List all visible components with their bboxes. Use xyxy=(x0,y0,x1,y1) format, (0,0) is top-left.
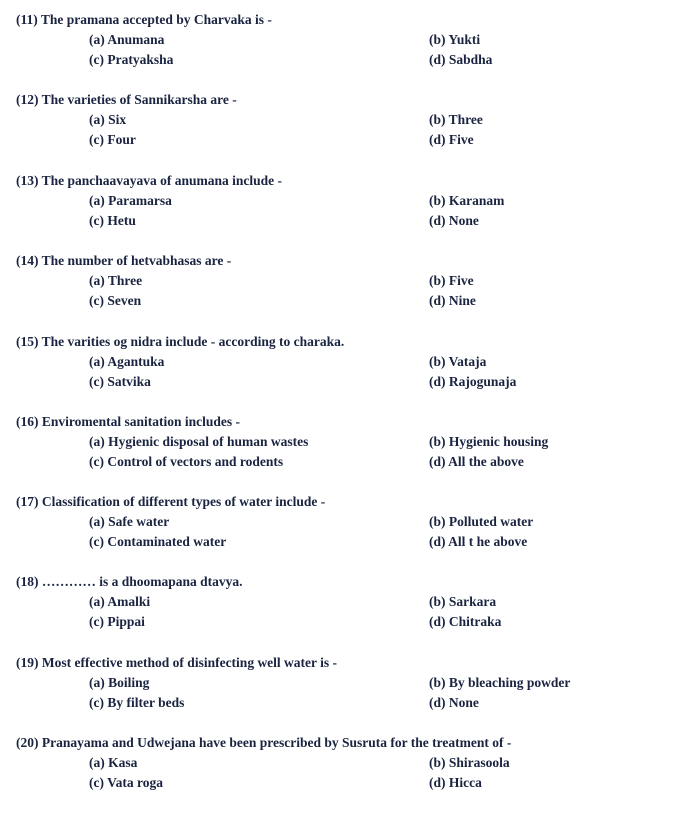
question-item xyxy=(0,332,693,412)
question-item xyxy=(0,572,693,652)
option-c: (c) Vata roga xyxy=(89,775,163,790)
question-text: (17) Classification of different types of water include - xyxy=(16,494,326,509)
option-a: (a) Safe water xyxy=(89,514,170,529)
option-c: (c) Pippai xyxy=(89,614,145,629)
option-d: (d) All t he above xyxy=(429,534,528,549)
question-text: (13) The panchaavayava of anumana include - xyxy=(16,173,283,188)
question-item xyxy=(0,10,693,90)
question-item xyxy=(0,171,693,251)
option-a: (a) Anumana xyxy=(89,32,165,47)
option-a: (a) Kasa xyxy=(89,755,138,770)
option-b: (b) Sarkara xyxy=(429,594,497,609)
option-c: (c) Four xyxy=(89,132,136,147)
option-b: (b) Hygienic housing xyxy=(429,434,549,449)
question-text: (16) Enviromental sanitation includes - xyxy=(16,414,241,429)
option-c: (c) Contaminated water xyxy=(89,534,227,549)
option-a: (a) Amalki xyxy=(89,594,151,609)
option-d: (d) Sabdha xyxy=(429,52,493,67)
option-b: (b) Polluted water xyxy=(429,514,534,529)
option-a: (a) Six xyxy=(89,112,127,127)
question-item xyxy=(0,733,693,813)
option-d: (d) Rajogunaja xyxy=(429,374,517,389)
option-c: (c) Seven xyxy=(89,293,142,308)
question-text: (19) Most effective method of disinfecting well water is - xyxy=(16,655,338,670)
option-b: (b) Five xyxy=(429,273,474,288)
option-a: (a) Agantuka xyxy=(89,354,165,369)
question-text: (20) Pranayama and Udwejana have been prescribed by Susruta for the treatment of - xyxy=(16,735,512,750)
option-c: (c) Satvika xyxy=(89,374,151,389)
question-text: (15) The varities og nidra include - according to charaka. xyxy=(16,334,345,349)
option-d: (d) None xyxy=(429,213,479,228)
option-d: (d) Hicca xyxy=(429,775,482,790)
question-text: (11) The pramana accepted by Charvaka is - xyxy=(16,12,272,27)
option-c: (c) Hetu xyxy=(89,213,136,228)
option-a: (a) Boiling xyxy=(89,675,150,690)
option-b: (b) By bleaching powder xyxy=(429,675,571,690)
option-b: (b) Karanam xyxy=(429,193,505,208)
question-item xyxy=(0,492,693,572)
question-item xyxy=(0,653,693,733)
option-b: (b) Vataja xyxy=(429,354,487,369)
option-d: (d) All the above xyxy=(429,454,524,469)
question-text: (18) ………… is a dhoomapana dtavya. xyxy=(16,574,243,589)
option-b: (b) Three xyxy=(429,112,483,127)
question-text: (14) The number of hetvabhasas are - xyxy=(16,253,232,268)
option-a: (a) Paramarsa xyxy=(89,193,172,208)
option-c: (c) Pratyaksha xyxy=(89,52,174,67)
question-text: (12) The varieties of Sannikarsha are - xyxy=(16,92,237,107)
question-item xyxy=(0,90,693,170)
option-a: (a) Hygienic disposal of human wastes xyxy=(89,434,309,449)
option-c: (c) Control of vectors and rodents xyxy=(89,454,284,469)
option-d: (d) Five xyxy=(429,132,474,147)
option-d: (d) None xyxy=(429,695,479,710)
question-item xyxy=(0,412,693,492)
option-c: (c) By filter beds xyxy=(89,695,185,710)
option-d: (d) Nine xyxy=(429,293,476,308)
question-item xyxy=(0,251,693,331)
option-a: (a) Three xyxy=(89,273,143,288)
option-d: (d) Chitraka xyxy=(429,614,502,629)
option-b: (b) Shirasoola xyxy=(429,755,510,770)
option-b: (b) Yukti xyxy=(429,32,481,47)
